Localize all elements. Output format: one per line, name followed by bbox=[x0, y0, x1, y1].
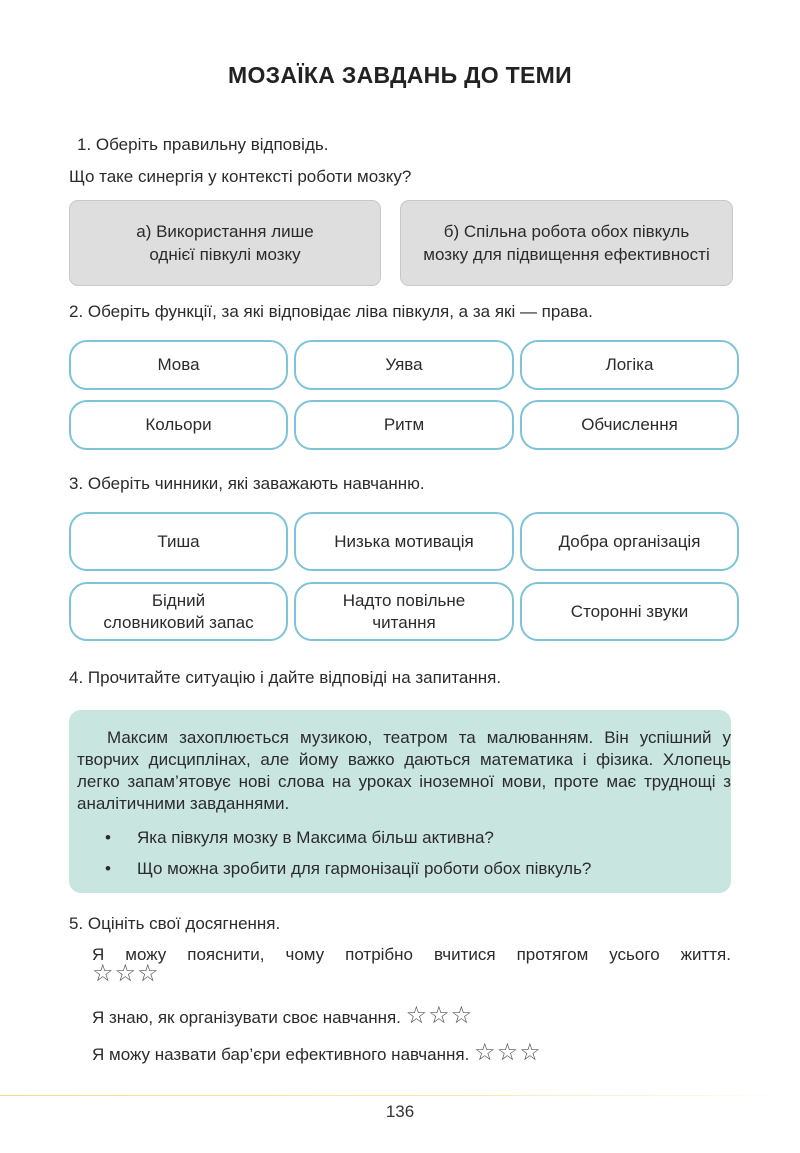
function-option[interactable]: Мова bbox=[69, 340, 288, 390]
factor-option[interactable]: Добра організація bbox=[520, 512, 739, 571]
task1-question: Що таке синергія у контексті роботи мозку? bbox=[69, 167, 412, 186]
footer-divider bbox=[0, 1095, 800, 1096]
factor-option[interactable]: Сторонні звуки bbox=[520, 582, 739, 641]
task3-heading: 3. Оберіть чинники, які заважають навчанню. bbox=[69, 474, 425, 493]
page-number: 136 bbox=[385, 1102, 415, 1121]
factor-option-line: Надто повільне bbox=[342, 590, 466, 610]
function-option[interactable]: Обчислення bbox=[520, 400, 739, 450]
function-option[interactable]: Ритм bbox=[294, 400, 514, 450]
task5-heading: 5. Оцініть свої досягнення. bbox=[69, 914, 281, 933]
statement-text: Я знаю, як організувати своє навчання. bbox=[92, 1008, 401, 1027]
situation-paragraph: Максим захоплюється музикою, театром та малюванням. Він успішний у творчих дисциплінах, але йому важко даються математика і фізика. Хлопець легко запам’ятовує нові слова на уроках іноземної мови, проте має труднощі з аналітичними завданнями. bbox=[77, 728, 731, 813]
function-option[interactable]: Кольори bbox=[69, 400, 288, 450]
question-text: Яка півкуля мозку в Максима більш активна? bbox=[137, 828, 494, 847]
task2-heading: 2. Оберіть функції, за які відповідає ліва півкуля, а за які — права. bbox=[69, 302, 593, 321]
bullet-icon: • bbox=[105, 828, 111, 847]
self-assessment-statement bbox=[92, 1038, 542, 1066]
function-option[interactable]: Уява bbox=[294, 340, 514, 390]
question-text: Що можна зробити для гармонізації роботи обох півкуль? bbox=[137, 859, 592, 878]
factor-option-line: словниковий запас bbox=[103, 612, 254, 632]
factor-option-line: Бідний bbox=[151, 590, 206, 610]
task4-heading: 4. Прочитайте ситуацію і дайте відповіді на запитання. bbox=[69, 668, 502, 687]
factor-option[interactable] bbox=[294, 582, 514, 641]
option-a-button[interactable] bbox=[69, 200, 381, 286]
question-item bbox=[105, 858, 592, 880]
statement-text: Я можу назвати бар’єри ефективного навчання. bbox=[92, 1045, 470, 1064]
task1-heading: 1. Оберіть правильну відповідь. bbox=[77, 135, 329, 154]
option-a-line1: а) Використання лише bbox=[136, 222, 314, 241]
self-assessment-statement: Я можу пояснити, чому потрібно вчитися протягом усього життя. bbox=[92, 945, 731, 964]
option-b-line1: б) Спільна робота обох півкуль bbox=[443, 222, 690, 241]
factor-option-line: читання bbox=[372, 612, 436, 632]
function-option[interactable]: Логіка bbox=[520, 340, 739, 390]
factor-option[interactable] bbox=[69, 582, 288, 641]
page-title: МОЗАЇКА ЗАВДАНЬ ДО ТЕМИ bbox=[228, 62, 572, 88]
star-rating-icon[interactable]: ☆☆☆ bbox=[92, 959, 160, 987]
question-item bbox=[105, 827, 494, 849]
factor-option[interactable]: Тиша bbox=[69, 512, 288, 571]
self-assessment-statement bbox=[92, 1001, 474, 1029]
star-rating-icon[interactable]: ☆☆☆ bbox=[474, 1038, 542, 1066]
factor-option[interactable]: Низька мотивація bbox=[294, 512, 514, 571]
option-b-button[interactable] bbox=[400, 200, 733, 286]
option-a-line2: однієї півкулі мозку bbox=[149, 245, 301, 264]
star-rating-icon[interactable]: ☆☆☆ bbox=[405, 1001, 474, 1029]
option-b-line2: мозку для підвищення ефективності bbox=[423, 245, 710, 264]
bullet-icon: • bbox=[105, 859, 111, 878]
